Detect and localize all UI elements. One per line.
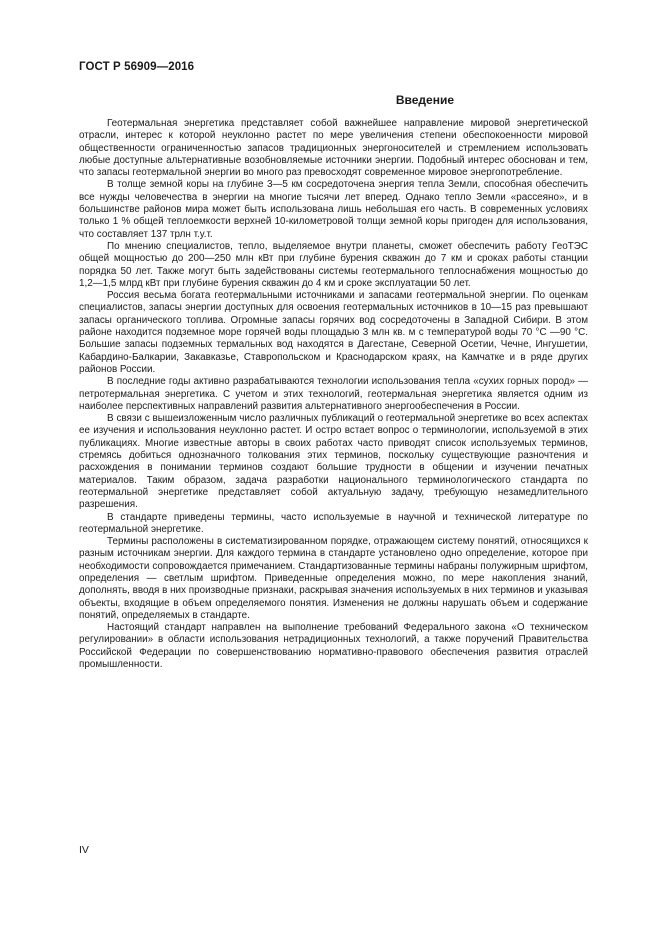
document-body [79,118,588,671]
page-number: IV [79,844,89,856]
paragraph: Россия весьма богата геотермальными источниками и запасами геотермальной энергии. По оценкам специалистов, запасы энергии доступных для освоения геотермальных источников в 10—15 раз превышают запасы органического топлива. Огромные запасы горячих вод сосредоточены в Западной Сибири. В этом районе находится подземное море горячей воды площадью 3 млн кв. м с температурой воды 70 °С —90 °С. Большие запасы подземных термальных вод находятся в Дагестане, Северной Осетии, Чечне, Ингушетии, Кабардино-Балкарии, Закавказье, Ставропольском и Краснодарском краях, на Камчатке и в ряде других районов России. [79,290,588,375]
paragraph: В связи с вышеизложенным число различных публикаций о геотермальной энергетике во всех аспектах ее изучения и использования неуклонно растет. И остро встает вопрос о терминологии, используемой в этих публикациях. Многие известные авторы в своих работах часто приводят список используемых терминов, стремясь добиться однозначного толкования этих терминов, поскольку существующие разночтения и расхождения в понимании терминов создают большие трудности в общении и изучении печатных материалов. Таким образом, задача разработки национального терминологического стандарта по геотермальной энергетике представляет собой актуальную задачу, требующую незамедлительного разрешения. [79,413,588,511]
standard-code-header: ГОСТ Р 56909—2016 [79,61,195,73]
paragraph: Настоящий стандарт направлен на выполнение требований Федерального закона «О техническом регулировании» в области использования нетрадиционных технологий, а также поручений Правительства Российской Федерации по совершенствованию нормативно-правового обеспечения развития отраслей промышленности. [79,622,588,671]
paragraph: Термины расположены в систематизированном порядке, отражающем систему понятий, относящихся к разным источникам энергии. Для каждого термина в стандарте установлено одно определение, которое при необходимости сопровождается примечанием. Стандартизованные термины набраны полужирным шрифтом, определения — светлым шрифтом. Приведенные определения можно, по мере накопления знаний, дополнять, вводя в них производные признаки, раскрывая значения используемых в них терминов и указывая объекты, входящие в объем определяемого понятия. Изменения не должны нарушать объем и содержание понятий, определяемых в стандарте. [79,536,589,621]
paragraph: В стандарте приведены термины, часто используемые в научной и технической литературе по геотермальной энергетике. [79,511,588,535]
paragraph: В последние годы активно разрабатываются технологии использования тепла «сухих горных пород» — петротермальная энергетика. С учетом и этих технологий, геотермальная энергетика является одним из наиболее перспективных направлений развития альтернативного энергообеспечения в России. [79,376,588,412]
paragraph: По мнению специалистов, тепло, выделяемое внутри планеты, сможет обеспечить работу ГеоТЭС общей мощностью до 200—250 млн кВт при глубине бурения скважин до 7 км и сроках работы станции порядка 50 лет. Также могут быть задействованы системы геотермального теплоснабжения мощностью до 1,2—1,5 млрд кВт при глубине бурения скважин до 4 км и сроке эксплуатации 50 лет. [79,240,588,289]
paragraph: В толще земной коры на глубине 3—5 км сосредоточена энергия тепла Земли, способная обеспечить все нужды человечества в энергии на многие тысячи лет вперед. Однако тепло Земли «рассеяно», и в большинстве районов мира может быть использована лишь небольшая его часть. В современных условиях только 1 % общей теплоемкости верхней 10-километровой толщи земной коры пригоден для использования, что составляет 137 трлн т.у.т. [79,179,588,240]
paragraph: Геотермальная энергетика представляет собой важнейшее направление мировой энергетической отрасли, интерес к которой неуклонно растет по мере увеличения степени обеспокоенности мировой общественности ограниченностью запасов традиционных энергоносителей и стремлением использовать любые доступные альтернативные возобновляемые источники энергии. Подобный интерес обоснован и тем, что запасы геотермальной энергии во много раз превосходят современное мировое энергопотребление. [79,118,588,179]
section-title: Введение [395,93,454,107]
